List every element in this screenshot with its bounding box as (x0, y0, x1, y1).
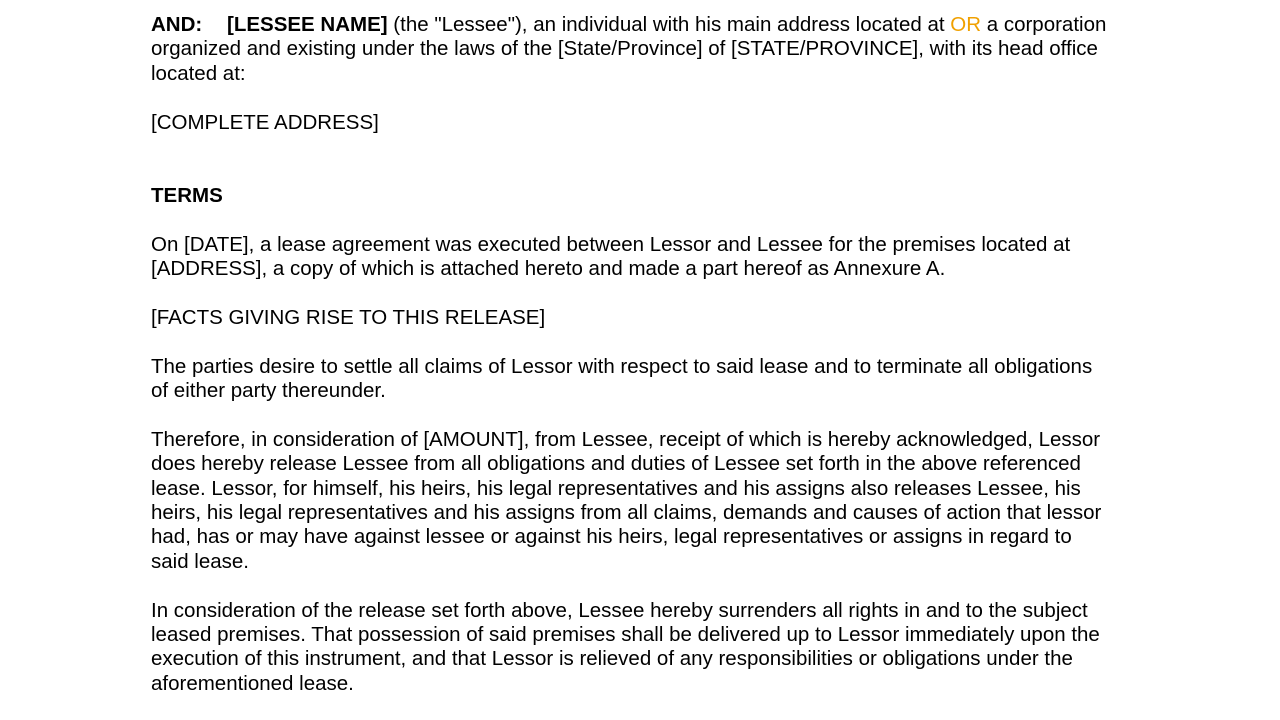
paragraph-line: The parties desire to settle all claims of Lessor with respect to said lease and to terminate all obligations (151, 354, 1093, 378)
paragraph-facts (151, 306, 1141, 330)
paragraph-line: lease. Lessor, for himself, his heirs, his legal representatives and his assigns also releases Lessee, his (151, 476, 1081, 500)
paragraph-line: In consideration of the release set forth above, Lessee hereby surrenders all rights in and to the subject (151, 598, 1088, 622)
paragraph-release (151, 428, 1141, 574)
paragraph-line: does hereby release Lessee from all obligations and duties of Lessee set forth in the above referenced (151, 452, 1081, 476)
paragraph-line: heirs, his legal representatives and his assigns from all claims, demands and causes of action that lessor (151, 501, 1102, 525)
paragraph-line: On [DATE], a lease agreement was executed between Lessor and Lessee for the premises located at (151, 232, 1071, 256)
paragraph-line: said lease. (151, 549, 250, 573)
complete-address-placeholder: [COMPLETE ADDRESS] (151, 110, 379, 134)
paragraph-surrender (151, 599, 1141, 697)
paragraph-line: of either party thereunder. (151, 379, 386, 402)
paragraph-line: Therefore, in consideration of [AMOUNT], from Lessee, receipt of which is hereby acknowledged, Lessor (151, 427, 1101, 451)
paragraph-line: execution of this instrument, and that Lessor is relieved of any responsibilities or obligations under the (151, 647, 1073, 671)
lessee-name-placeholder: [LESSEE NAME] (227, 13, 388, 36)
lessee-intro-line-2: organized and existing under the laws of the [State/Province] of [STATE/PROVINCE], with its head office (151, 37, 1098, 61)
and-label: AND: (151, 13, 203, 36)
paragraph-lease-executed (151, 233, 1141, 282)
document-page (151, 13, 1141, 696)
lessee-intro-line-3: located at: (151, 61, 246, 85)
paragraph-line: aforementioned lease. (151, 671, 354, 695)
paragraph-line: leased premises. That possession of said premises shall be delivered up to Lessor immediately upon the (151, 623, 1100, 647)
terms-heading: TERMS (151, 183, 223, 207)
lessee-intro-tail: a corporation (981, 13, 1107, 36)
lessee-intro-text: (the "Lessee"), an individual with his main address located at (387, 13, 951, 36)
lessee-intro-line-1 (151, 13, 1141, 37)
paragraph-line: [FACTS GIVING RISE TO THIS RELEASE] (151, 305, 546, 329)
paragraph-settle-claims (151, 355, 1141, 404)
paragraph-line: [ADDRESS], a copy of which is attached hereto and made a part hereof as Annexure A. (151, 257, 946, 280)
or-highlight: OR (950, 13, 982, 36)
paragraph-line: had, has or may have against lessee or against his heirs, legal representatives or assigns in regard to (151, 525, 1072, 549)
